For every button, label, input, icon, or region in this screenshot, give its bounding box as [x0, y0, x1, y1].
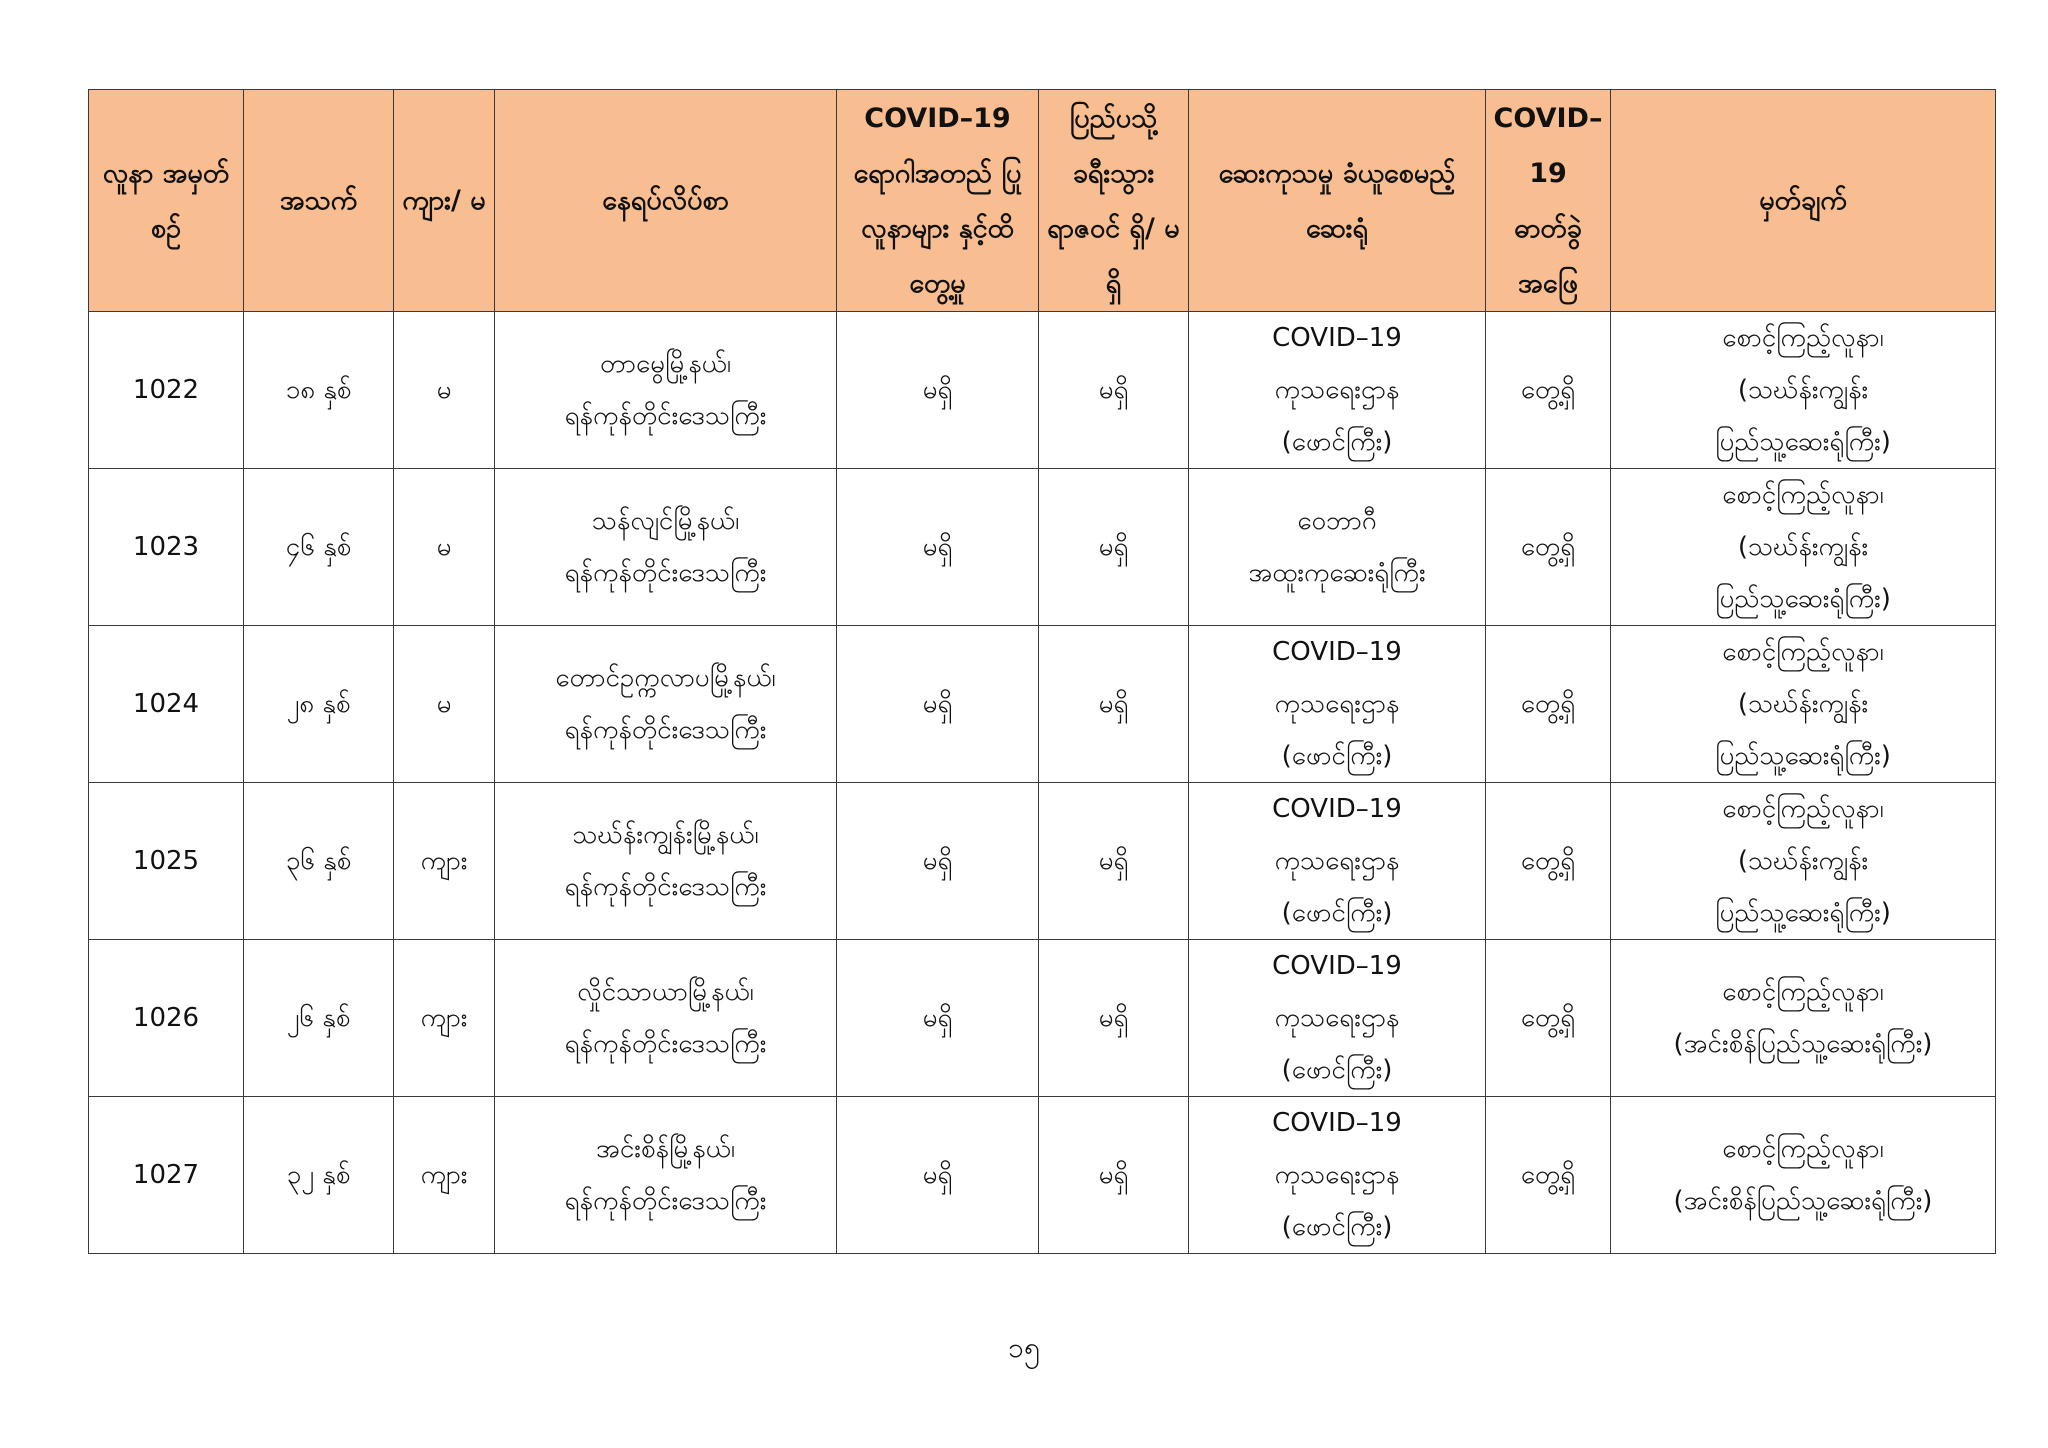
cell-lab-result: တွေ့ရှိ — [1486, 940, 1611, 1097]
cell-address — [495, 469, 837, 626]
cell-address — [495, 1097, 837, 1254]
cell-age: ၂၆ နှစ် — [244, 940, 394, 1097]
hospital-line-3: (ဖောင်ကြီး) — [1281, 427, 1393, 457]
remark-line-3: ပြည်သူ့ဆေးရုံကြီး) — [1715, 584, 1891, 614]
remark-line-1: စောင့်ကြည့်လူနာ၊ — [1722, 323, 1884, 353]
header-contact: COVID–19 ရောဂါအတည် ပြု လူနာများ နှင့်ထိတွေ့မှု — [837, 90, 1039, 312]
remark-line-1: စောင့်ကြည့်လူနာ၊ — [1722, 977, 1884, 1007]
table-row — [89, 1097, 1996, 1254]
cell-gender: ကျား — [394, 940, 495, 1097]
cell-patient-no: 1022 — [89, 312, 244, 469]
remark-line-2: (သဃ်န်းကျွန်း — [1737, 532, 1869, 562]
cell-contact: မရှိ — [837, 312, 1039, 469]
cell-age: ၄၆ နှစ် — [244, 469, 394, 626]
cell-hospital — [1189, 940, 1486, 1097]
cell-contact: မရှိ — [837, 469, 1039, 626]
cell-remarks — [1611, 626, 1996, 783]
cell-contact: မရှိ — [837, 940, 1039, 1097]
cell-lab-result: တွေ့ရှိ — [1486, 626, 1611, 783]
address-region: ရန်ကုန်တိုင်းဒေသကြီး — [564, 558, 767, 588]
remark-line-3: ပြည်သူ့ဆေးရုံကြီး) — [1715, 427, 1891, 457]
hospital-line-2: ကုသရေးဌာန — [1274, 689, 1400, 719]
cell-gender: မ — [394, 626, 495, 783]
cell-hospital — [1189, 626, 1486, 783]
cell-remarks — [1611, 940, 1996, 1097]
hospital-line-3: (ဖောင်ကြီး) — [1281, 1055, 1393, 1085]
cell-gender: ကျား — [394, 783, 495, 940]
header-hospital: ဆေးကုသမှု ခံယူစေမည့် ဆေးရုံ — [1189, 90, 1486, 312]
remark-line-1: စောင့်ကြည့်လူနာ၊ — [1722, 637, 1884, 667]
remark-line-2: (အင်းစိန်ပြည်သူ့ဆေးရုံကြီး) — [1673, 1029, 1933, 1059]
table-row — [89, 312, 1996, 469]
hospital-line-3: (ဖောင်ကြီး) — [1281, 1212, 1393, 1242]
header-travel-history: ပြည်ပသို့ ခရီးသွား ရာဇဝင် ရှိ/ မရှိ — [1039, 90, 1189, 312]
header-lab-result: COVID– 19 ဓာတ်ခွဲ အဖြေ — [1486, 90, 1611, 312]
address-township: အင်းစိန်မြို့နယ်၊ — [595, 1134, 735, 1164]
cell-contact: မရှိ — [837, 783, 1039, 940]
cell-remarks — [1611, 312, 1996, 469]
hospital-line-1: COVID–19 — [1272, 323, 1402, 353]
cell-hospital — [1189, 783, 1486, 940]
cell-lab-result: တွေ့ရှိ — [1486, 469, 1611, 626]
address-region: ရန်ကုန်တိုင်းဒေသကြီး — [564, 401, 767, 431]
table-row — [89, 626, 1996, 783]
remark-line-2: (အင်းစိန်ပြည်သူ့ဆေးရုံကြီး) — [1673, 1186, 1933, 1216]
remark-line-1: စောင့်ကြည့်လူနာ၊ — [1722, 794, 1884, 824]
cell-remarks — [1611, 783, 1996, 940]
hospital-line-2: အထူးကုဆေးရုံကြီး — [1248, 558, 1426, 588]
cell-gender: မ — [394, 469, 495, 626]
header-gender: ကျား/ မ — [394, 90, 495, 312]
cell-patient-no: 1023 — [89, 469, 244, 626]
address-township: တာမွေမြို့နယ်၊ — [599, 349, 731, 379]
cell-lab-result: တွေ့ရှိ — [1486, 1097, 1611, 1254]
address-township: လှိုင်သာယာမြို့နယ်၊ — [577, 977, 754, 1007]
remark-line-2: (သဃ်န်းကျွန်း — [1737, 689, 1869, 719]
cell-contact: မရှိ — [837, 1097, 1039, 1254]
cell-address — [495, 783, 837, 940]
header-age: အသက် — [244, 90, 394, 312]
address-township: သန်လျင်မြို့နယ်၊ — [591, 506, 740, 536]
cell-address — [495, 312, 837, 469]
cell-remarks — [1611, 469, 1996, 626]
cell-remarks — [1611, 1097, 1996, 1254]
hospital-line-1: COVID–19 — [1272, 1108, 1402, 1138]
cell-lab-result: တွေ့ရှိ — [1486, 312, 1611, 469]
cell-hospital — [1189, 312, 1486, 469]
cell-gender: မ — [394, 312, 495, 469]
table-body — [89, 312, 1996, 1254]
page-number: ၁၅ — [1008, 1331, 1040, 1364]
header-remarks: မှတ်ချက် — [1611, 90, 1996, 312]
hospital-line-2: ကုသရေးဌာန — [1274, 846, 1400, 876]
hospital-line-1: ဝေဘာဂီ — [1297, 506, 1377, 536]
cell-patient-no: 1027 — [89, 1097, 244, 1254]
address-region: ရန်ကုန်တိုင်းဒေသကြီး — [564, 715, 767, 745]
cell-contact: မရှိ — [837, 626, 1039, 783]
cell-patient-no: 1024 — [89, 626, 244, 783]
hospital-line-1: COVID–19 — [1272, 951, 1402, 981]
hospital-line-3: (ဖောင်ကြီး) — [1281, 898, 1393, 928]
remark-line-2: (သဃ်န်းကျွန်း — [1737, 846, 1869, 876]
cell-travel: မရှိ — [1039, 469, 1189, 626]
remark-line-1: စောင့်ကြည့်လူနာ၊ — [1722, 1134, 1884, 1164]
covid-cases-table — [88, 89, 1996, 1254]
header-patient-no: လူနာ အမှတ် စဉ် — [89, 90, 244, 312]
address-township: သဃ်န်းကျွန်းမြို့နယ်၊ — [572, 820, 759, 850]
hospital-line-1: COVID–19 — [1272, 637, 1402, 667]
cell-age: ၃၂ နှစ် — [244, 1097, 394, 1254]
cell-age: ၃၆ နှစ် — [244, 783, 394, 940]
cell-travel: မရှိ — [1039, 312, 1189, 469]
cell-address — [495, 626, 837, 783]
header-address: နေရပ်လိပ်စာ — [495, 90, 837, 312]
remark-line-2: (သဃ်န်းကျွန်း — [1737, 375, 1869, 405]
cell-travel: မရှိ — [1039, 1097, 1189, 1254]
cell-travel: မရှိ — [1039, 940, 1189, 1097]
cell-travel: မရှိ — [1039, 783, 1189, 940]
remark-line-1: စောင့်ကြည့်လူနာ၊ — [1722, 480, 1884, 510]
cell-gender: ကျား — [394, 1097, 495, 1254]
remark-line-3: ပြည်သူ့ဆေးရုံကြီး) — [1715, 898, 1891, 928]
address-township: တောင်ဥက္ကလာပမြို့နယ်၊ — [555, 663, 776, 693]
remark-line-3: ပြည်သူ့ဆေးရုံကြီး) — [1715, 741, 1891, 771]
cell-age: ၁၈ နှစ် — [244, 312, 394, 469]
hospital-line-2: ကုသရေးဌာန — [1274, 1003, 1400, 1033]
hospital-line-3: (ဖောင်ကြီး) — [1281, 741, 1393, 771]
address-region: ရန်ကုန်တိုင်းဒေသကြီး — [564, 872, 767, 902]
address-region: ရန်ကုန်တိုင်းဒေသကြီး — [564, 1186, 767, 1216]
hospital-line-2: ကုသရေးဌာန — [1274, 1160, 1400, 1190]
cell-lab-result: တွေ့ရှိ — [1486, 783, 1611, 940]
cell-patient-no: 1026 — [89, 940, 244, 1097]
hospital-line-2: ကုသရေးဌာန — [1274, 375, 1400, 405]
hospital-line-1: COVID–19 — [1272, 794, 1402, 824]
table-row — [89, 469, 1996, 626]
cell-age: ၂၈ နှစ် — [244, 626, 394, 783]
address-region: ရန်ကုန်တိုင်းဒေသကြီး — [564, 1029, 767, 1059]
cell-hospital — [1189, 469, 1486, 626]
cell-travel: မရှိ — [1039, 626, 1189, 783]
cell-patient-no: 1025 — [89, 783, 244, 940]
table-header — [89, 90, 1996, 312]
header-row — [89, 90, 1996, 312]
table-row — [89, 940, 1996, 1097]
table-row — [89, 783, 1996, 940]
cell-address — [495, 940, 837, 1097]
cell-hospital — [1189, 1097, 1486, 1254]
